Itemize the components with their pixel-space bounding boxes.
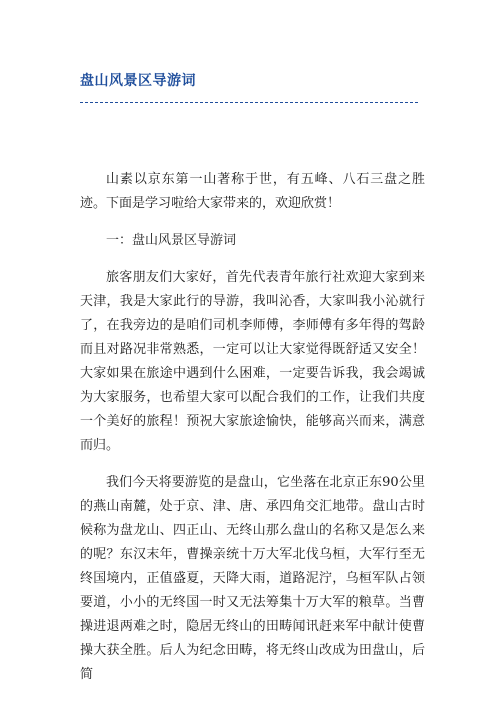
document-body [80,168,425,700]
title-divider [80,102,418,103]
document-title: 盘山风景区导游词 [80,73,196,89]
section-heading: 一：盘山风景区导游词 [106,233,237,248]
body-paragraph: 我们今天将要游览的是盘山，它坐落在北京正东90公里的燕山南麓，处于京、津、唐、承四角交汇地带。盘山古时候称为盘龙山、四正山、无终山那么盘山的名称又是怎么来的呢？东汉末年，曹操亲统十万大军北伐乌桓，大军行至无终国境内，正值盛夏，天降大雨，道路泥泞，乌桓军队占领要道，小小的无终国一时又无法筹集十万大军的粮草。当曹操进退两难之时，隐居无终山的田畴闻讯赶来军中献计使曹操大获全胜。后人为纪念田畴，将无终山改成为田盘山，后简 [80,475,425,682]
intro-paragraph: 山素以京东第一山著称于世，有五峰、八石三盘之胜迹。下面是学习啦给大家带来的，欢迎欣赏！ [80,172,425,211]
body-paragraph: 旅客朋友们大家好，首先代表青年旅行社欢迎大家到来天津，我是大家此行的导游，我叫沁香，大家叫我小沁就行了，在我旁边的是咱们司机李师傅，李师傅有多年得的驾龄而且对路况非常熟悉，一定可以让大家觉得既舒适又安全！大家如果在旅途中遇到什么困难，一定要告诉我，我会竭诚为大家服务，也希望大家可以配合我们的工作，让我们共度一个美好的旅程！预祝大家旅途愉快，能够高兴而来，满意而归。 [80,270,425,453]
